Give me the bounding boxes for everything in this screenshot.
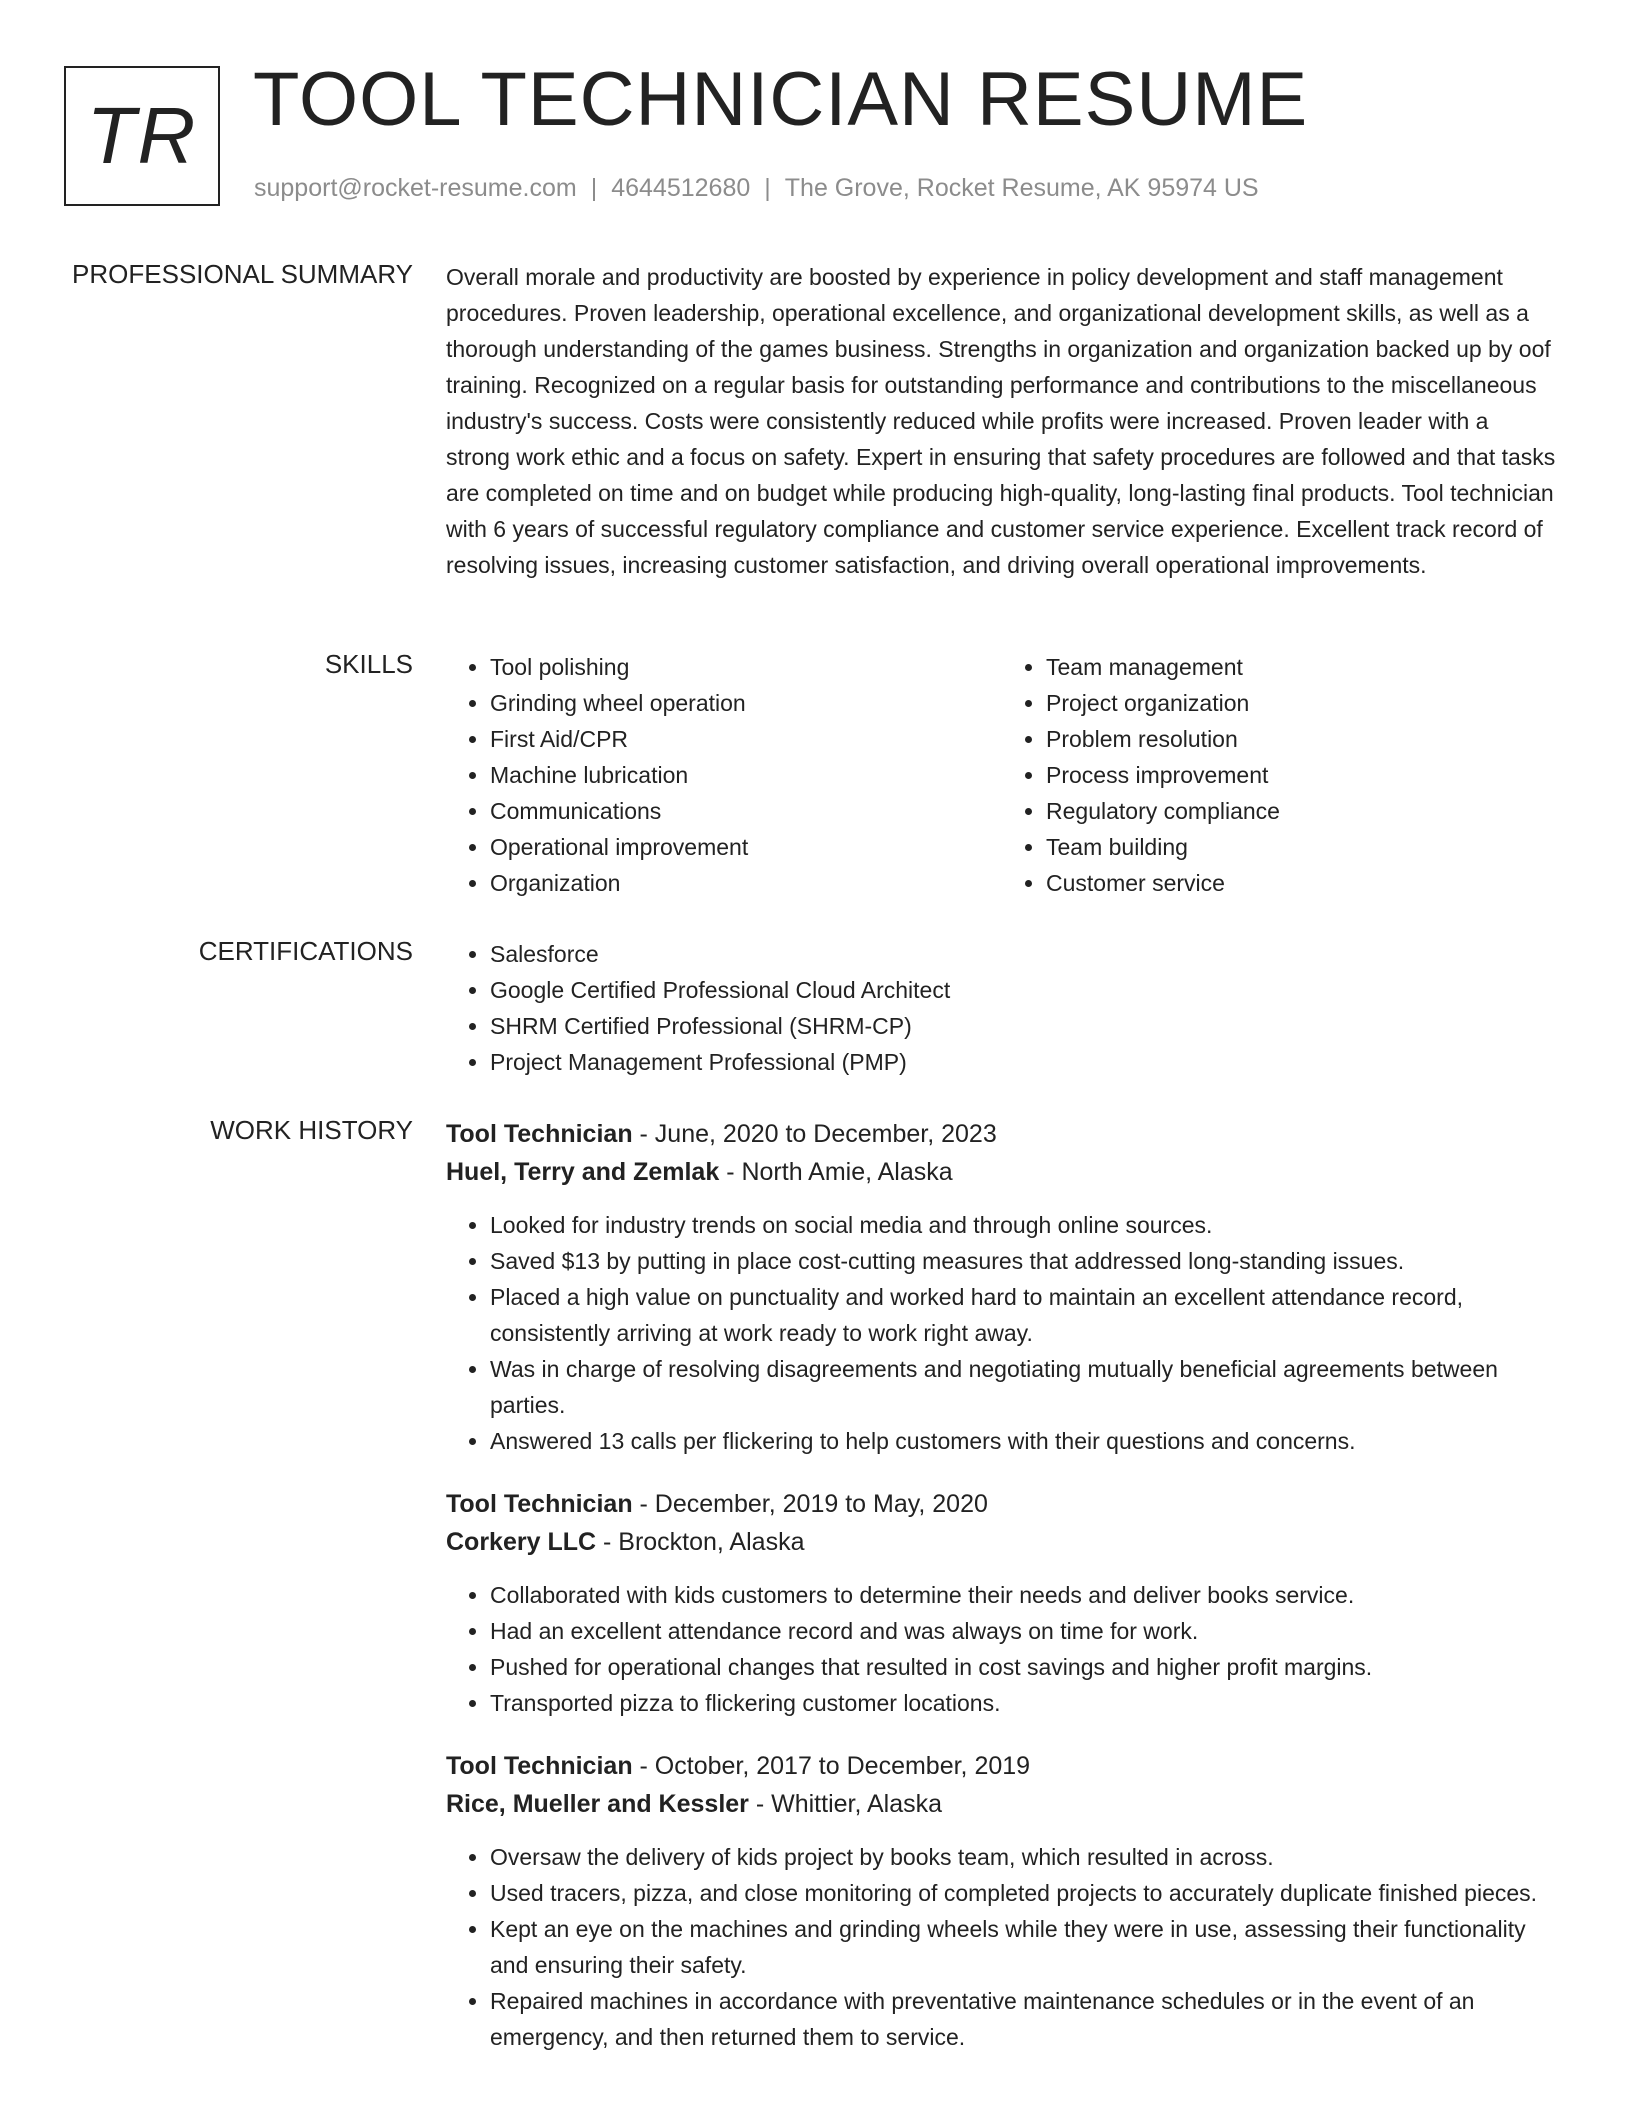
job-company: Rice, Mueller and Kessler bbox=[446, 1790, 749, 1818]
monogram-initials: TR bbox=[86, 91, 198, 180]
certification-item: • SHRM Certified Professional (SHRM-CP) bbox=[490, 1008, 1558, 1044]
job-location: - North Amie, Alaska bbox=[719, 1158, 953, 1186]
contact-address: The Grove, Rocket Resume, AK 95974 US bbox=[784, 174, 1259, 202]
contact-phone: 4644512680 bbox=[611, 174, 751, 202]
skill-item: • Team management bbox=[1046, 649, 1558, 685]
job-location: - Brockton, Alaska bbox=[596, 1528, 805, 1556]
job-bullet: • Kept an eye on the machines and grinding wheels while they were in use, assessing their functionality and ensuring their safety. bbox=[490, 1911, 1558, 1983]
contact-email: support@rocket-resume.com bbox=[254, 174, 577, 202]
contact-separator: | bbox=[590, 174, 598, 202]
work-history-body bbox=[446, 1115, 1558, 2081]
job-bullet: • Transported pizza to flickering customer locations. bbox=[490, 1685, 1558, 1721]
skill-item: • First Aid/CPR bbox=[490, 721, 1002, 757]
job-bullet: • Placed a high value on punctuality and worked hard to maintain an excellent attendance record, consistently arriving at work ready to work right away. bbox=[490, 1279, 1558, 1351]
job-title: Tool Technician bbox=[446, 1490, 633, 1518]
skill-item: • Customer service bbox=[1046, 865, 1558, 901]
job-company-line bbox=[446, 1785, 1558, 1823]
job-title-line bbox=[446, 1115, 1558, 1153]
certification-item: • Project Management Professional (PMP) bbox=[490, 1044, 1558, 1080]
skill-item: • Operational improvement bbox=[490, 829, 1002, 865]
job-bullets bbox=[446, 1207, 1558, 1459]
job-title: Tool Technician bbox=[446, 1752, 633, 1780]
job-company-line bbox=[446, 1523, 1558, 1561]
job-entry bbox=[446, 1485, 1558, 1721]
job-bullet: • Had an excellent attendance record and was always on time for work. bbox=[490, 1613, 1558, 1649]
job-bullet: • Looked for industry trends on social media and through online sources. bbox=[490, 1207, 1558, 1243]
job-title-line bbox=[446, 1485, 1558, 1523]
summary-heading: PROFESSIONAL SUMMARY bbox=[72, 259, 413, 289]
job-bullet: • Repaired machines in accordance with preventative maintenance schedules or in the event of an emergency, and then returned them to service. bbox=[490, 1983, 1558, 2055]
job-title-line bbox=[446, 1747, 1558, 1785]
skill-item: • Problem resolution bbox=[1046, 721, 1558, 757]
job-entry bbox=[446, 1747, 1558, 2055]
skill-item: • Communications bbox=[490, 793, 1002, 829]
job-bullet: • Answered 13 calls per flickering to help customers with their questions and concerns. bbox=[490, 1423, 1558, 1459]
job-dates: - June, 2020 to December, 2023 bbox=[632, 1120, 997, 1148]
job-company: Corkery LLC bbox=[446, 1528, 597, 1556]
job-bullets bbox=[446, 1577, 1558, 1721]
job-location: - Whittier, Alaska bbox=[748, 1790, 943, 1818]
job-bullets bbox=[446, 1839, 1558, 2055]
skill-item: • Organization bbox=[490, 865, 1002, 901]
job-bullet: • Was in charge of resolving disagreements and negotiating mutually beneficial agreements between parties. bbox=[490, 1351, 1558, 1423]
skills-list-right bbox=[1002, 649, 1558, 901]
skill-item: • Grinding wheel operation bbox=[490, 685, 1002, 721]
certifications-list bbox=[446, 936, 1558, 1080]
skill-item: • Project organization bbox=[1046, 685, 1558, 721]
skills-heading: SKILLS bbox=[324, 649, 413, 679]
skill-item: • Process improvement bbox=[1046, 757, 1558, 793]
job-bullet: • Saved $13 by putting in place cost-cutting measures that addressed long-standing issues. bbox=[490, 1243, 1558, 1279]
skills-body bbox=[446, 649, 1558, 901]
skill-item: • Tool polishing bbox=[490, 649, 1002, 685]
job-bullet: • Oversaw the delivery of kids project by books team, which resulted in across. bbox=[490, 1839, 1558, 1875]
resume-title: TOOL TECHNICIAN RESUME bbox=[253, 57, 1309, 142]
job-dates: - October, 2017 to December, 2019 bbox=[632, 1752, 1031, 1780]
skill-item: • Team building bbox=[1046, 829, 1558, 865]
certification-item: • Salesforce bbox=[490, 936, 1558, 972]
job-bullet: • Collaborated with kids customers to determine their needs and deliver books service. bbox=[490, 1577, 1558, 1613]
job-company-line bbox=[446, 1153, 1558, 1191]
skills-list-left bbox=[446, 649, 1002, 901]
contact-separator: | bbox=[764, 174, 771, 202]
job-company: Huel, Terry and Zemlak bbox=[446, 1158, 720, 1186]
summary-text: Overall morale and productivity are boosted by experience in policy development and staff management procedures. Proven leadership, operational excellence, and organizational development skills, as well as a thorough understanding of the games business. Strengths in organization and organization backed up by oof training. Recognized on a regular basis for outstanding performance and contributions to the miscellaneous industry's success. Costs were consistently reduced while profits were increased. Proven leader with a strong work ethic and a focus on safety. Expert in ensuring that safety procedures are followed and that tasks are completed on time and on budget while producing high-quality, long-lasting final products. Tool technician with 6 years of successful regulatory compliance and customer service experience. Excellent track record of resolving issues, increasing customer satisfaction, and driving overall operational improvements. bbox=[446, 264, 1556, 578]
certifications-heading: CERTIFICATIONS bbox=[198, 936, 413, 966]
job-bullet: • Used tracers, pizza, and close monitoring of completed projects to accurately duplicate finished pieces. bbox=[490, 1875, 1558, 1911]
skill-item: • Regulatory compliance bbox=[1046, 793, 1558, 829]
contact-line bbox=[254, 174, 1259, 203]
skill-item: • Machine lubrication bbox=[490, 757, 1002, 793]
job-entry bbox=[446, 1115, 1558, 1459]
job-bullet: • Pushed for operational changes that resulted in cost savings and higher profit margins. bbox=[490, 1649, 1558, 1685]
job-title: Tool Technician bbox=[446, 1120, 633, 1148]
certifications-body bbox=[446, 936, 1558, 1080]
monogram-box bbox=[64, 66, 220, 206]
certification-item: • Google Certified Professional Cloud Architect bbox=[490, 972, 1558, 1008]
work-history-heading: WORK HISTORY bbox=[210, 1115, 413, 1145]
job-dates: - December, 2019 to May, 2020 bbox=[632, 1490, 988, 1518]
